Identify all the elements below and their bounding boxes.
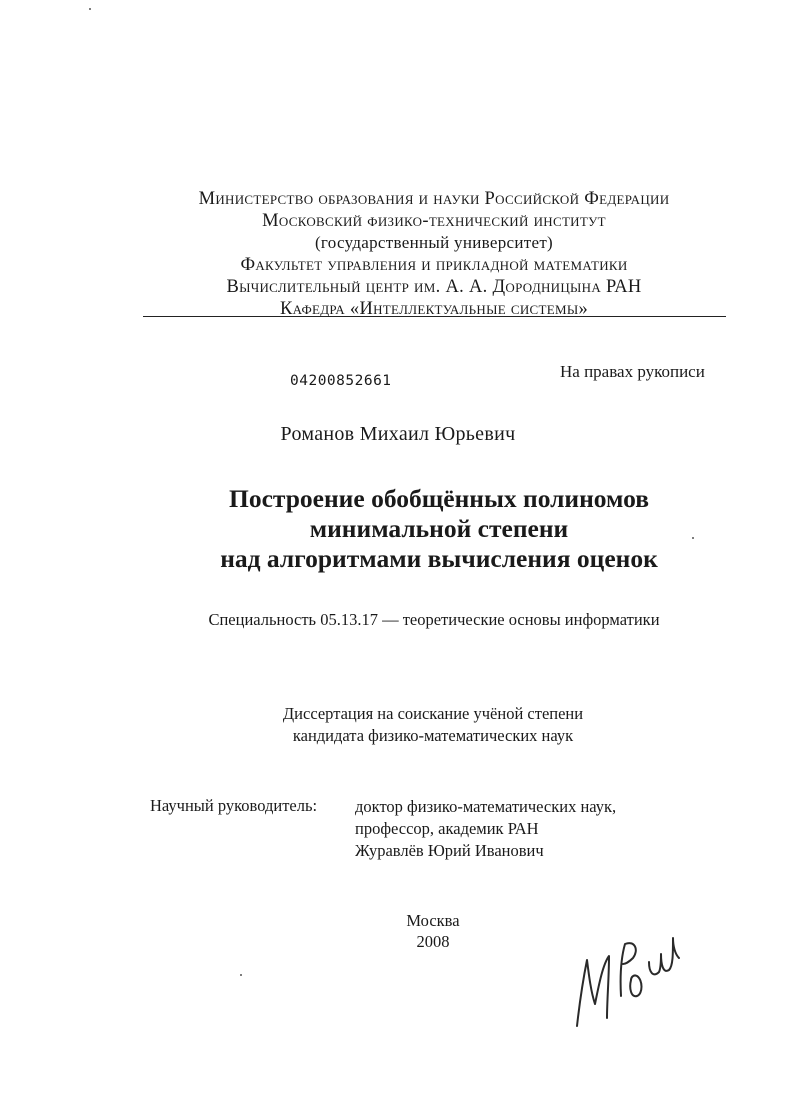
ministry-line: Министерство образования и науки Российской Федерации xyxy=(198,189,670,209)
title-line: Построение обобщённых полиномов xyxy=(229,484,649,513)
author-name: Романов Михаил Юрьевич xyxy=(280,423,516,445)
institution-header xyxy=(138,188,730,320)
degree-statement xyxy=(0,703,796,747)
rights-note: На правах рукописи xyxy=(560,362,705,381)
title-line: минимальной степени xyxy=(309,514,569,543)
scan-speck xyxy=(89,8,91,10)
university-status-line: (государственный университет) xyxy=(314,233,554,252)
title-line: над алгоритмами вычисления оценок xyxy=(220,544,658,573)
supervisor-title: профессор, академик РАН xyxy=(355,819,539,838)
scan-speck xyxy=(692,537,694,539)
supervisor-label: Научный руководитель: xyxy=(150,796,318,815)
degree-line: кандидата физико-математических наук xyxy=(292,726,574,745)
scan-speck xyxy=(240,974,242,976)
degree-line: Диссертация на соискание учёной степени xyxy=(282,704,584,723)
specialty-line: Специальность 05.13.17 — теоретические основы информатики xyxy=(208,610,660,629)
header-divider xyxy=(143,316,726,317)
supervisor-details xyxy=(355,796,616,862)
supervisor-degree: доктор физико-математических наук, xyxy=(355,797,617,816)
faculty-line: Факультет управления и прикладной математики xyxy=(240,255,628,275)
city: Москва xyxy=(406,911,460,930)
document-code: 04200852661 xyxy=(290,373,392,389)
department-line: Кафедра «Интеллектуальные системы» xyxy=(279,299,589,319)
computing-center-line: Вычислительный центр им. А. А. Дородницына РАН xyxy=(226,277,642,297)
year: 2008 xyxy=(416,932,450,951)
institute-line: Московский физико-технический институт xyxy=(262,211,606,231)
dissertation-title xyxy=(0,484,796,574)
supervisor-name: Журавлёв Юрий Иванович xyxy=(355,841,544,860)
handwritten-signature xyxy=(565,918,695,1038)
